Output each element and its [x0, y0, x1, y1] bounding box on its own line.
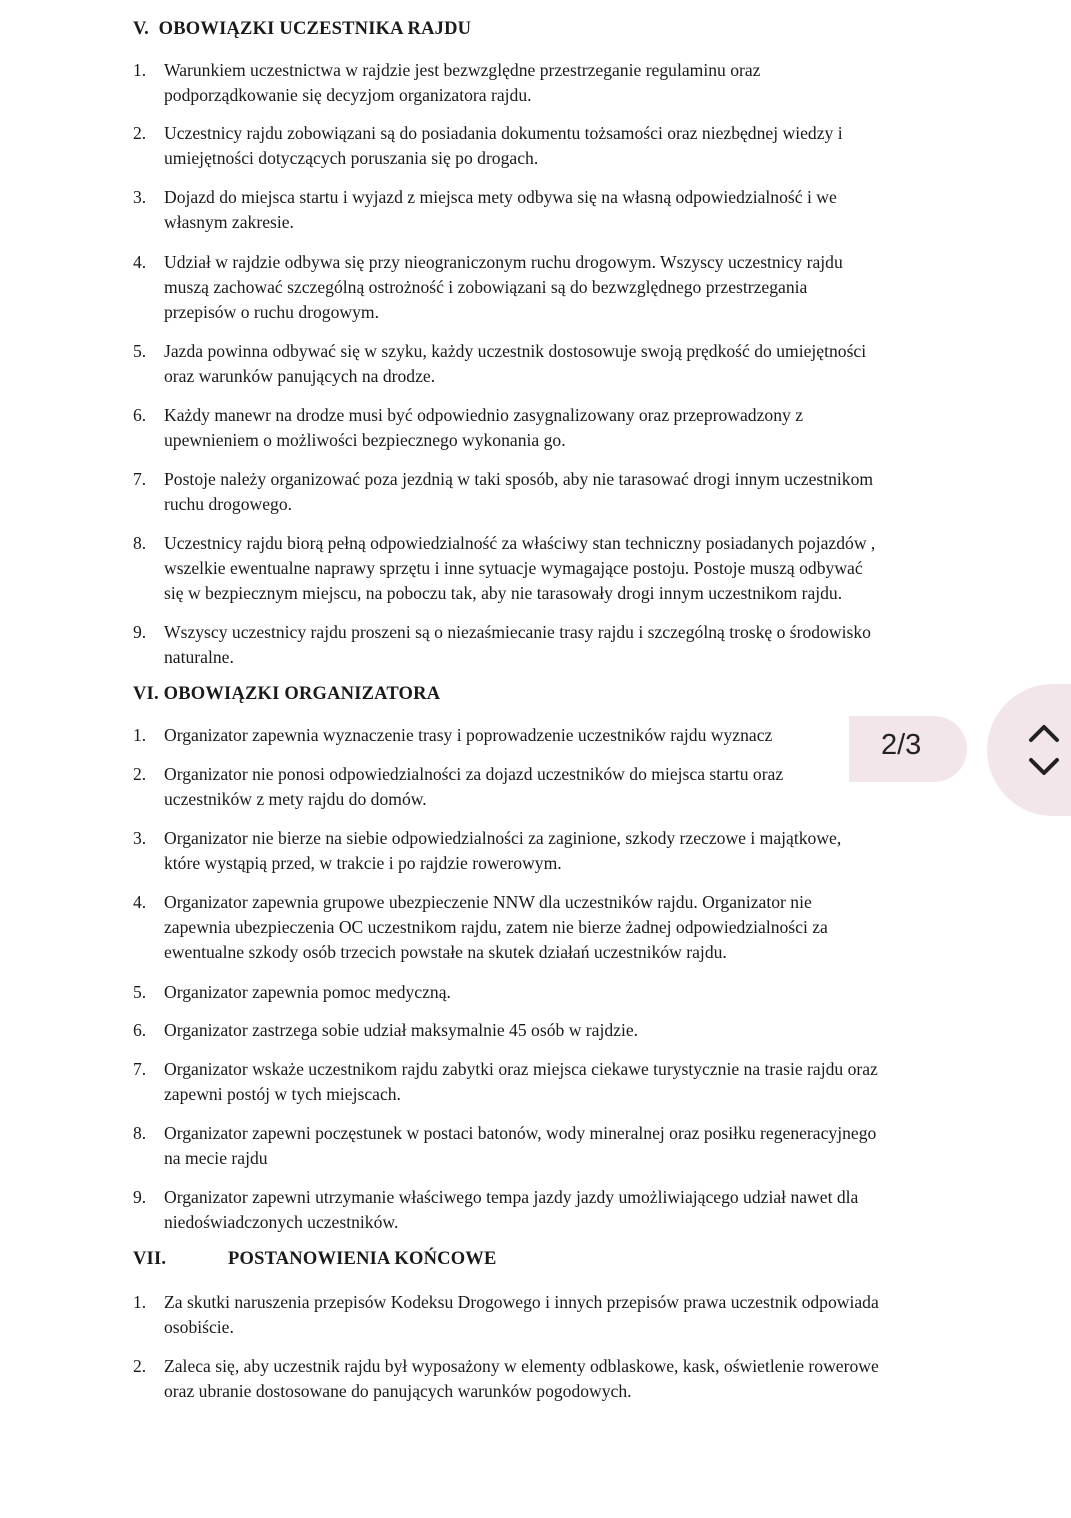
chevron-down-icon	[1027, 756, 1061, 778]
previous-page-button[interactable]	[1027, 722, 1061, 744]
section-heading-vii: VII. POSTANOWIENIA KOŃCOWE	[133, 1249, 497, 1269]
page-indicator-label: 2/3	[881, 729, 922, 761]
page-indicator	[849, 716, 967, 782]
chevron-up-icon	[1027, 722, 1061, 744]
section-heading-v: V. OBOWIĄZKI UCZESTNIKA RAJDU	[133, 19, 472, 39]
next-page-button[interactable]	[1027, 756, 1061, 778]
document-page: V. OBOWIĄZKI UCZESTNIKA RAJDU 1. Warunkiem uczestnictwa w rajdzie jest bezwzględne przestrzeganie regulaminu oraz podporządkowanie się decyzjom organizatora rajdu. 2. Uczestnicy rajdu zobowiązani są do posiadania dokumentu tożsamości oraz niezbędnej wiedzy i umiejętności dotyczących poruszania się po drogach. 3. Dojazd do miejsca startu i wyjazd z miejsca mety odbywa się na własną odpowiedzialność i we własnym zakresie. 4. Udział w rajdzie odbywa się przy nieograniczonym ruchu drogowym. Wszyscy uczestnicy rajdu muszą zachować szczególną ostrożność i zobowiązani są do bezwzględnego przestrzegania przepisów o ruchu drogowym. 5. Jazda powinna odbywać się w szyku, każdy uczestnik dostosowuje swoją prędkość do umiejętności oraz warunków panujących na drodze. 6. Każdy manewr na drodze musi być odpowiednio zasygnalizowany oraz przeprowadzony z upewnieniem o możliwości bezpiecznego wykonania go. 7. Postoje należy organizować poza jezdnią w taki sposób, aby nie tarasować drogi innym uczestnikom ruchu drogowego. 8. Uczestnicy rajdu biorą pełną odpowiedzialność za właściwy stan techniczny posiadanych pojazdów , wszelkie ewentualne naprawy sprzętu i inne sytuacje wymagające postoju. Postoje muszą odbywać się w bezpiecznym miejscu, na poboczu tak, aby nie tarasowały drogi innym uczestnikom rajdu. 9. Wszyscy uczestnicy rajdu proszeni są o niezaśmiecanie trasy rajdu i szczególną troskę o środowisko naturalne. VI. OBOWIĄZKI ORGANIZATORA 1. Organizator zapewnia wyznaczenie trasy i poprowadzenie uczestników rajdu wyznacz 2. Organizator nie ponosi odpowiedzialności za dojazd uczestników do miejsca startu oraz uczestników z mety rajdu do domów. 3. Organizator nie bierze na siebie odpowiedzialności za zaginione, szkody rzeczowe i majątkowe, które wystąpią przed, w trakcie i po rajdzie rowerowym. 4. Organizator zapewnia grupowe ubezpieczenie NNW dla uczestników rajdu. Organizator nie zapewnia ubezpieczenia OC uczestnikom rajdu, zatem nie bierze żadnej odpowiedzialności za ewentualne szkody osób trzecich powstałe na skutek działań uczestników rajdu. 5. Organizator zapewnia pomoc medyczną. 6. Organizator zastrzega sobie udział maksymalnie 45 osób w rajdzie. 7. Organizator wskaże uczestnikom rajdu zabytki oraz miejsca ciekawe turystycznie na trasie rajdu oraz zapewni postój w tych miejscach. 8. Organizator zapewni poczęstunek w postaci batonów, wody mineralnej oraz posiłku regeneracyjnego na mecie rajdu 9. Organizator zapewni utrzymanie właściwego tempa jazdy jazdy umożliwiającego udział nawet dla niedoświadczonych uczestników. VII. POSTANOWIENIA KOŃCOWE 1. Za skutki naruszenia przepisów Kodeksu Drogowego i innych przepisów prawa uczestnik odpowiada osobiście. 2. Zaleca się, aby uczestnik rajdu był wyposażony w elementy odblaskowe, kask, oświetlenie rowerowe oraz ubranie dostosowane do panujących warunków pogodowych.	[133, 19, 879, 1401]
section-heading-vi: VI. OBOWIĄZKI ORGANIZATORA	[133, 684, 441, 704]
